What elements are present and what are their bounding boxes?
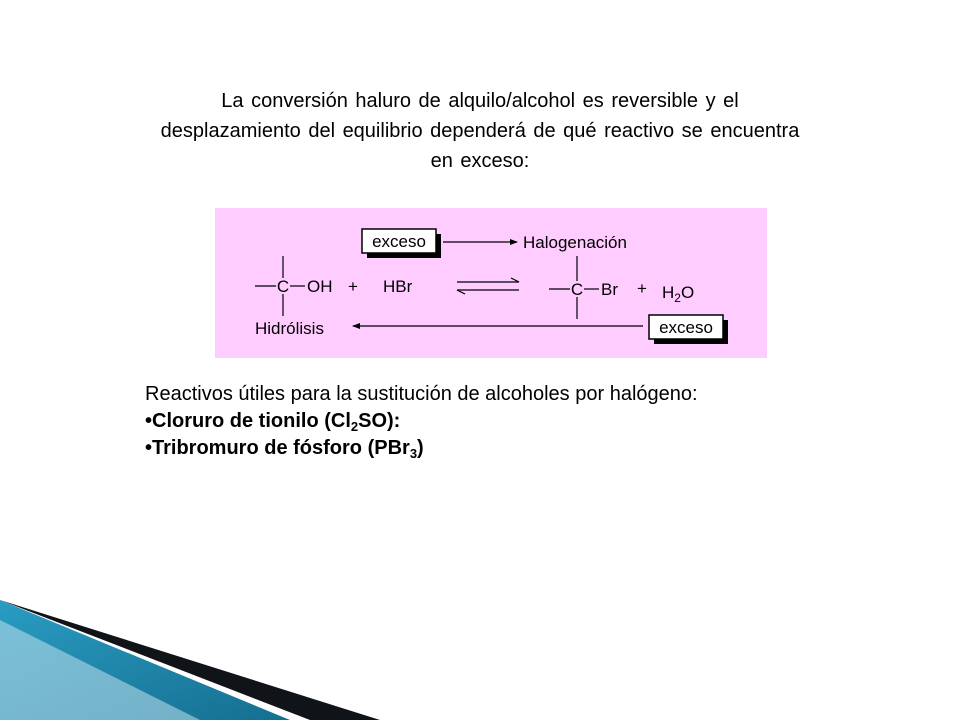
water-subscript: 2 bbox=[674, 291, 681, 305]
water-h: H bbox=[662, 283, 675, 302]
halogenacion-label: Halogenación bbox=[523, 233, 627, 252]
plus-sign-2: + bbox=[637, 279, 647, 298]
item2-text: Tribromuro de fósforo (PBr bbox=[152, 437, 410, 459]
alkyl-bromide-structure bbox=[549, 256, 618, 319]
bullet: • bbox=[145, 410, 153, 432]
item1-text-end: SO): bbox=[358, 410, 401, 432]
br-group: Br bbox=[601, 280, 618, 299]
list-item-thionyl-chloride bbox=[145, 408, 845, 435]
plus-sign-1: + bbox=[348, 277, 358, 296]
item1-subscript: 2 bbox=[350, 419, 359, 434]
alcohol-structure bbox=[255, 256, 333, 316]
corner-decoration bbox=[0, 560, 380, 720]
reagent-list bbox=[145, 381, 845, 462]
reagent-list-heading: Reactivos útiles para la sustitución de alcoholes por halógeno: bbox=[145, 383, 698, 405]
intro-paragraph: La conversión haluro de alquilo/alcohol es reversible y el desplazamiento del equilibrio dependerá de qué reactivo se encuentra en exceso: bbox=[160, 90, 800, 172]
item2-text-end: ) bbox=[417, 437, 424, 459]
exceso-bottom-box bbox=[649, 315, 728, 344]
water-molecule bbox=[662, 283, 694, 305]
bullet: • bbox=[145, 437, 153, 459]
item2-subscript: 3 bbox=[409, 446, 418, 461]
exceso-top-label: exceso bbox=[372, 232, 426, 251]
equilibrium-arrows bbox=[457, 278, 519, 294]
carbon-1: C bbox=[276, 277, 290, 296]
list-item-phosphorus-tribromide bbox=[145, 435, 845, 462]
reaction-scheme-graphic bbox=[215, 208, 767, 358]
water-o: O bbox=[680, 283, 695, 302]
item1-text: Cloruro de tionilo (Cl bbox=[152, 410, 351, 432]
hbr-reagent: HBr bbox=[383, 277, 413, 296]
oh-group: OH bbox=[307, 277, 333, 296]
exceso-bottom-label: exceso bbox=[659, 318, 713, 337]
hidrolisis-label: Hidrólisis bbox=[255, 319, 324, 338]
carbon-2: C bbox=[570, 280, 584, 299]
reaction-scheme bbox=[215, 208, 767, 358]
exceso-top-box bbox=[362, 229, 441, 258]
